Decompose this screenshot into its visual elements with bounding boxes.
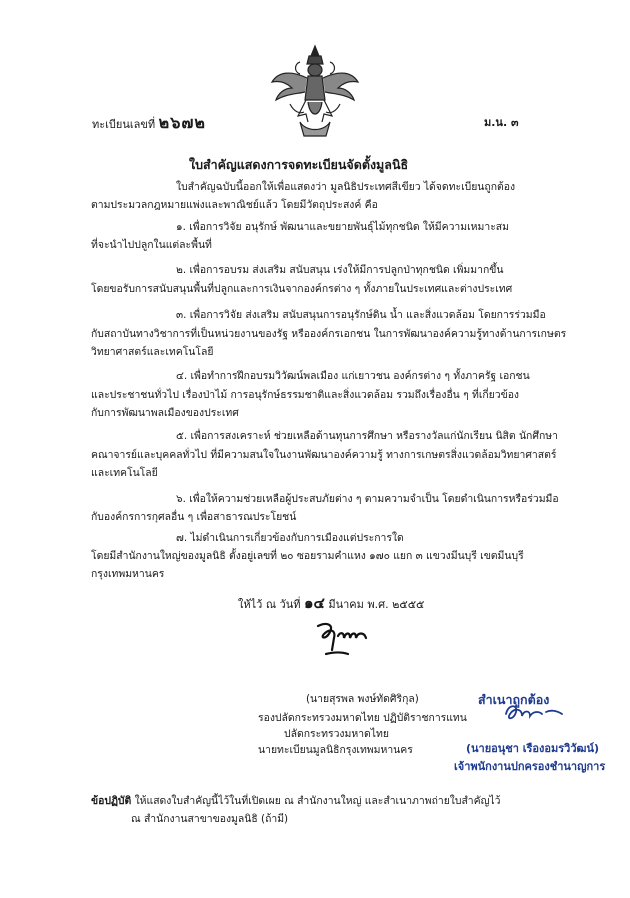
objective-3-line-2: กับสถาบันทางวิชาการที่เป็นหน่วยงานของรัฐ หรือองค์กรเอกชน ในการพัฒนาองค์ความรู้ทางด้านการเกษตร [91,328,567,340]
signatory-title-3: นายทะเบียนมูลนิธิกรุงเทพมหานคร [258,744,413,756]
note-label: ข้อปฏิบัติ [91,795,132,807]
signatory-title-1: รองปลัดกระทรวงมหาดไทย ปฏิบัติราชการแทน [258,712,467,724]
certifier-position: เจ้าพนักงานปกครองชำนาญการ [454,760,606,773]
signatory-name: (นายสุรพล พงษ์ทัดศิริกุล) [306,693,419,705]
certifier-name: (นายอนุชา เรืองอมรวิวัฒน์) [466,742,600,755]
objective-6-line-2: กับองค์กรการกุศลอื่น ๆ เพื่อสาธารณประโยชน์ [91,511,297,523]
note-line-2: ณ สำนักงานสาขาของมูลนิธิ (ถ้ามี) [131,813,289,825]
objective-7-line-1: ๗. ไม่ดำเนินการเกี่ยวข้องกับการเมืองแต่ประการใด [176,532,404,544]
form-code: ม.น. ๓ [484,116,519,129]
objective-3-line-1: ๓. เพื่อการวิจัย ส่งเสริม สนับสนุนการอนุรักษ์ดิน น้ำ และสิ่งแวดล้อม โดยการร่วมมือ [176,309,546,321]
objective-1-line-2: ที่จะนำไปปลูกในแต่ละพื้นที่ [91,239,212,251]
objective-4-line-2: และประชาชนทั่วไป เรื่องป่าไม้ การอนุรักษ์ธรรมชาติและสิ่งแวดล้อม รวมถึงเรื่องอื่น ๆ ที่เกี่ยวข้อง [91,389,520,401]
objective-1-line-1: ๑. เพื่อการวิจัย อนุรักษ์ พัฒนาและขยายพันธุ์ไม้ทุกชนิด ให้มีความเหมาะสม [176,221,509,233]
objective-5-line-2: คณาจารย์และบุคคลทั่วไป ที่มีความสนใจในงานพัฒนาองค์ความรู้ ทางการเกษตรสิ่งแวดล้อมวิทยาศาสตร์ [91,449,557,461]
garuda-emblem [270,42,360,140]
note-line-1 [91,795,501,808]
registrar-signature [312,616,382,661]
objective-3-line-3: วิทยาศาสตร์และเทคโนโลยี [91,346,214,358]
issue-day: ๑๔ [303,594,325,612]
certifier-signature [500,700,570,726]
registration-number-value: ๒๖๗๒ [158,113,206,132]
certified-copy-heading: สำเนาถูกต้อง [478,692,550,707]
intro-line-2: ตามประมวลกฎหมายแพ่งและพาณิชย์แล้ว โดยมีวัตถุประสงค์ คือ [91,199,378,211]
document-title: ใบสำคัญแสดงการจดทะเบียนจัดตั้งมูลนิธิ [189,157,409,172]
office-line-2: กรุงเทพมหานคร [91,568,165,580]
note-text-1: ให้แสดงใบสำคัญนี้ไว้ในที่เปิดเผย ณ สำนักงานใหญ่ และสำเนาภาพถ่ายใบสำคัญไว้ [134,795,501,807]
objective-2-line-1: ๒. เพื่อการอบรม ส่งเสริม สนับสนุน เร่งให้มีการปลูกป่าทุกชนิด เพิ่มมากขึ้น [176,264,504,276]
objective-5-line-1: ๕. เพื่อการสงเคราะห์ ช่วยเหลือด้านทุนการศึกษา หรือรางวัลแก่นักเรียน นิสิต นักศึกษา [176,430,558,442]
registration-number [92,111,206,136]
objective-5-line-3: และเทคโนโลยี [91,467,158,479]
objective-4-line-3: กับการพัฒนาพลเมืองของประเทศ [91,407,239,419]
objective-6-line-1: ๖. เพื่อให้ความช่วยเหลือผู้ประสบภัยต่าง ๆ ตามความจำเป็น โดยดำเนินการหรือร่วมมือ [176,493,559,505]
office-line-1: โดยมีสำนักงานใหญ่ของมูลนิธิ ตั้งอยู่เลขที่ ๒๐ ซอยรามคำแหง ๑๗๐ แยก ๓ แขวงมีนบุรี เขตมีนบุรี [91,550,524,562]
intro-line-1: ใบสำคัญฉบับนี้ออกให้เพื่อแสดงว่า มูลนิธิประเทศสีเขียว ได้จดทะเบียนถูกต้อง [176,181,516,193]
issue-date: ให้ไว้ ณ วันที่ ๑๔ มีนาคม พ.ศ. ๒๕๕๕ [238,594,425,612]
signatory-title-2: ปลัดกระทรวงมหาดไทย [284,728,389,740]
objective-2-line-2: โดยขอรับการสนับสนุนพื้นที่ปลูกและการเงินจากองค์กรต่าง ๆ ทั้งภายในประเทศและต่างประเทศ [91,283,513,295]
registration-label: ทะเบียนเลขที่ [92,118,156,131]
objective-4-line-1: ๔. เพื่อทำการฝึกอบรมวิวัฒน์พลเมือง แก่เยาวชน องค์กรต่าง ๆ ทั้งภาครัฐ เอกชน [176,370,530,382]
